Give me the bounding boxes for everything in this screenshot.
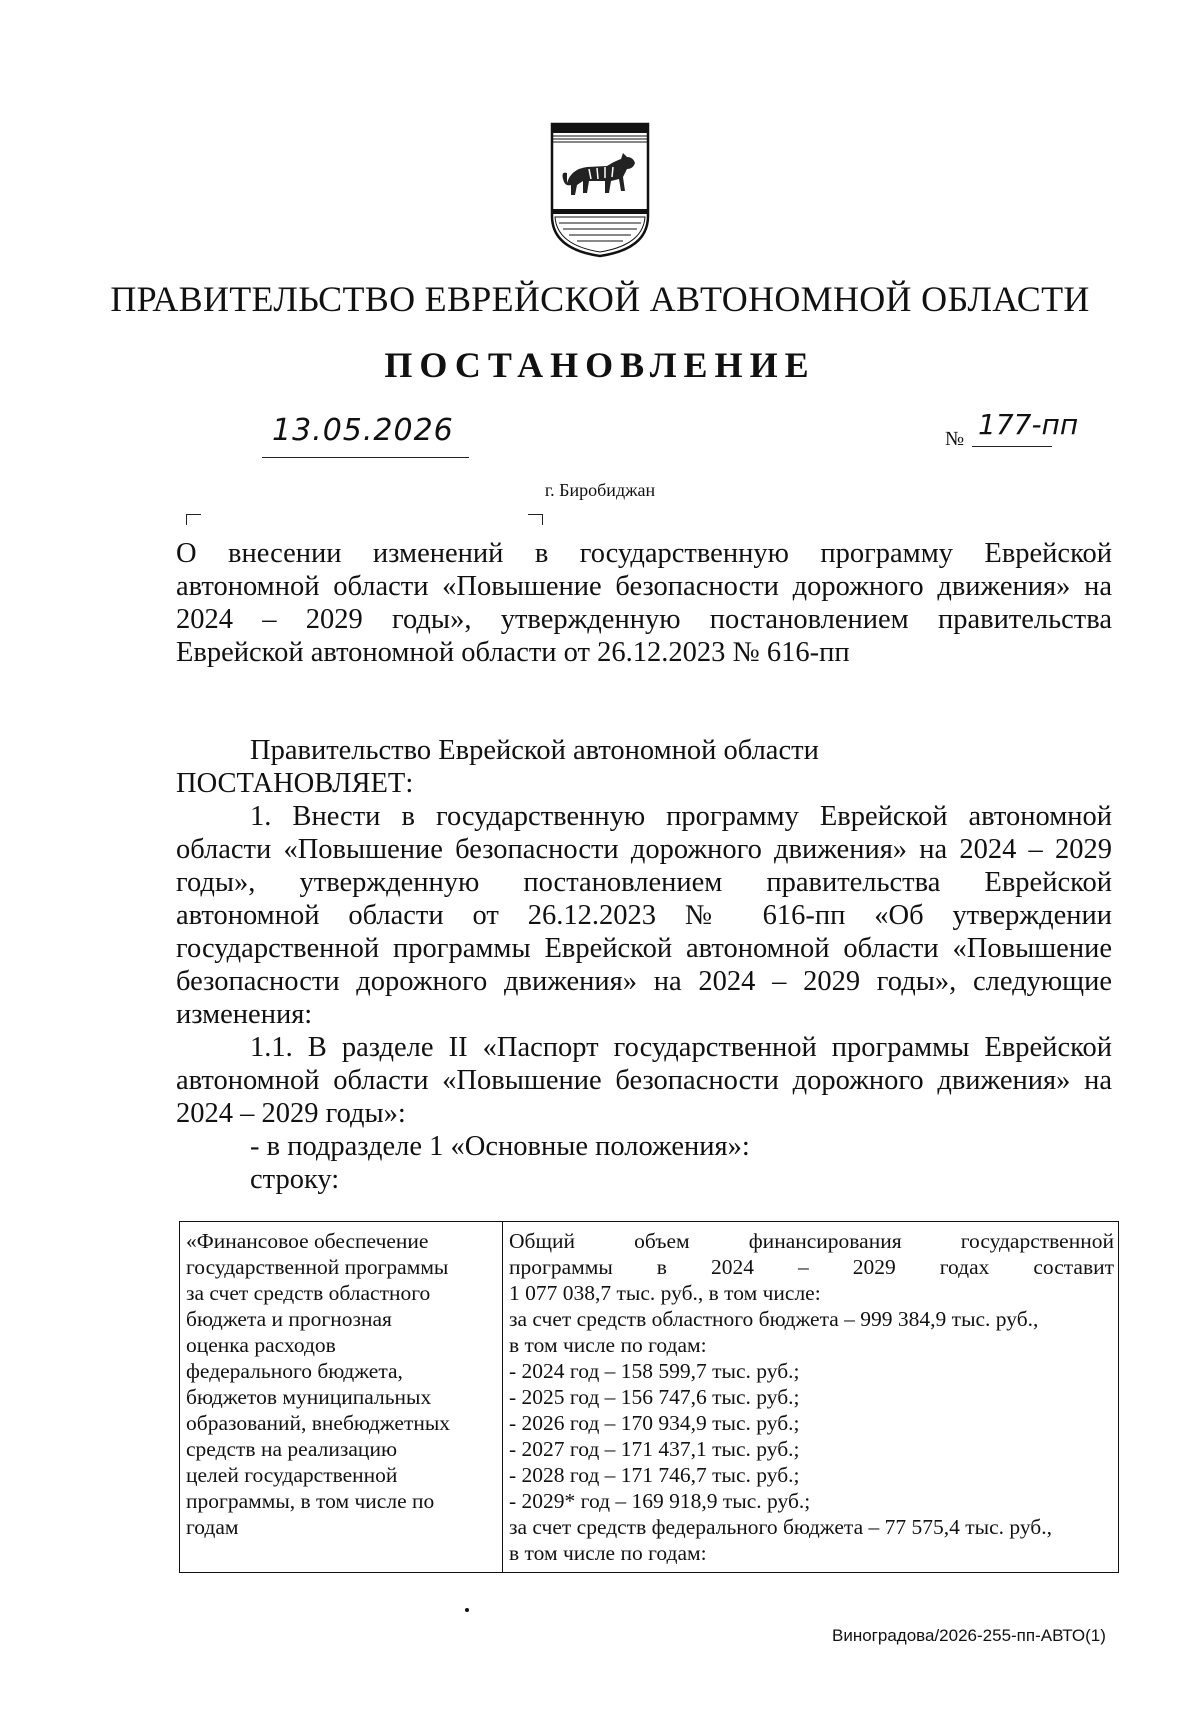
value-line: в том числе по годам: bbox=[509, 1333, 707, 1357]
financing-table bbox=[179, 1221, 1119, 1573]
value-line: - 2026 год – 170 934,9 тыс. руб.; bbox=[509, 1411, 800, 1435]
value-line: Общий объем финансирования государственной bbox=[509, 1229, 1114, 1253]
city: г. Биробиджан bbox=[544, 480, 656, 500]
document-subject: О внесении изменений в государственную программу Еврейской автономной области «Повышение безопасности дорожного движения» на 2024 – 2029 годы», утвержденную постановлением правительства Еврейской автономной области от 26.12.2023 № 616-пп bbox=[176, 538, 1112, 668]
value-line: 1 077 038,7 тыс. руб., в том числе: bbox=[509, 1281, 821, 1305]
label-line: оценка расходов bbox=[186, 1333, 336, 1357]
item-1: 1. Внести в государственную программу Еврейской автономной области «Повышение безопасности дорожного движения» на 2024 – 2029 годы», утвержденную постановлением правительства Еврейской автономной области от 26.12.2023 № 616-пп «Об утверждении государственной программы Еврейской автономной области «Повышение безопасности дорожного движения» на 2024 – 2029 годы», следующие изменения: bbox=[176, 801, 1112, 1030]
label-line: целей государственной bbox=[186, 1463, 398, 1487]
value-line: за счет средств областного бюджета – 999 384,9 тыс. руб., bbox=[509, 1307, 1039, 1331]
document-type: ПОСТАНОВЛЕНИЕ bbox=[384, 345, 816, 385]
table-cell-value bbox=[503, 1222, 1119, 1573]
subsection-line: - в подразделе 1 «Основные положения»: bbox=[250, 1131, 750, 1162]
value-line: - 2027 год – 171 437,1 тыс. руб.; bbox=[509, 1437, 800, 1461]
label-line: программы, в том числе по bbox=[186, 1489, 435, 1513]
item-1-1: 1.1. В разделе II «Паспорт государственной программы Еврейской автономной области «Повышение безопасности дорожного движения» на 2024 – 2029 годы»: bbox=[176, 1032, 1112, 1129]
label-line: средств на реализацию bbox=[186, 1437, 398, 1461]
value-line: - 2028 год – 171 746,7 тыс. руб.; bbox=[509, 1463, 800, 1487]
number-label: № bbox=[945, 428, 965, 450]
label-line: «Финансовое обеспечение bbox=[186, 1229, 429, 1253]
document-body bbox=[176, 734, 1112, 1196]
footer-code: Виноградова/2026-255-пп-АВТО(1) bbox=[832, 1626, 1106, 1645]
value-line: - 2025 год – 156 747,6 тыс. руб.; bbox=[509, 1385, 800, 1409]
value-line: программы в 2024 – 2029 годах составит bbox=[509, 1255, 1114, 1279]
label-line: годам bbox=[186, 1515, 239, 1539]
value-line: в том числе по годам: bbox=[509, 1541, 707, 1565]
line-word: строку: bbox=[250, 1164, 340, 1195]
subject-bracket-right bbox=[528, 514, 543, 525]
handwritten-date: 13.05.2026 bbox=[272, 413, 454, 448]
label-line: государственной программы bbox=[186, 1255, 449, 1279]
value-line: - 2024 год – 158 599,7 тыс. руб.; bbox=[509, 1359, 800, 1383]
table-row bbox=[180, 1222, 1119, 1573]
government-title: ПРАВИТЕЛЬСТВО ЕВРЕЙСКОЙ АВТОНОМНОЙ ОБЛАСТИ bbox=[110, 279, 1090, 319]
stray-dot bbox=[465, 1608, 469, 1612]
subject-bracket-left bbox=[186, 514, 201, 525]
label-line: бюджетов муниципальных bbox=[186, 1385, 432, 1409]
intro-paragraph: Правительство Еврейской автономной области bbox=[250, 735, 819, 766]
value-line: - 2029* год – 169 918,9 тыс. руб.; bbox=[509, 1489, 811, 1513]
label-line: образований, внебюджетных bbox=[186, 1411, 451, 1435]
handwritten-number: 177-пп bbox=[978, 408, 1079, 441]
resolves-word: ПОСТАНОВЛЯЕТ: bbox=[176, 768, 414, 799]
value-line: за счет средств федерального бюджета – 77 575,4 тыс. руб., bbox=[509, 1515, 1053, 1539]
label-line: бюджета и прогнозная bbox=[186, 1307, 392, 1331]
label-line: за счет средств областного bbox=[186, 1281, 431, 1305]
coat-of-arms-emblem bbox=[549, 121, 651, 259]
label-line: федерального бюджета, bbox=[186, 1359, 403, 1383]
table-cell-label bbox=[180, 1222, 503, 1573]
